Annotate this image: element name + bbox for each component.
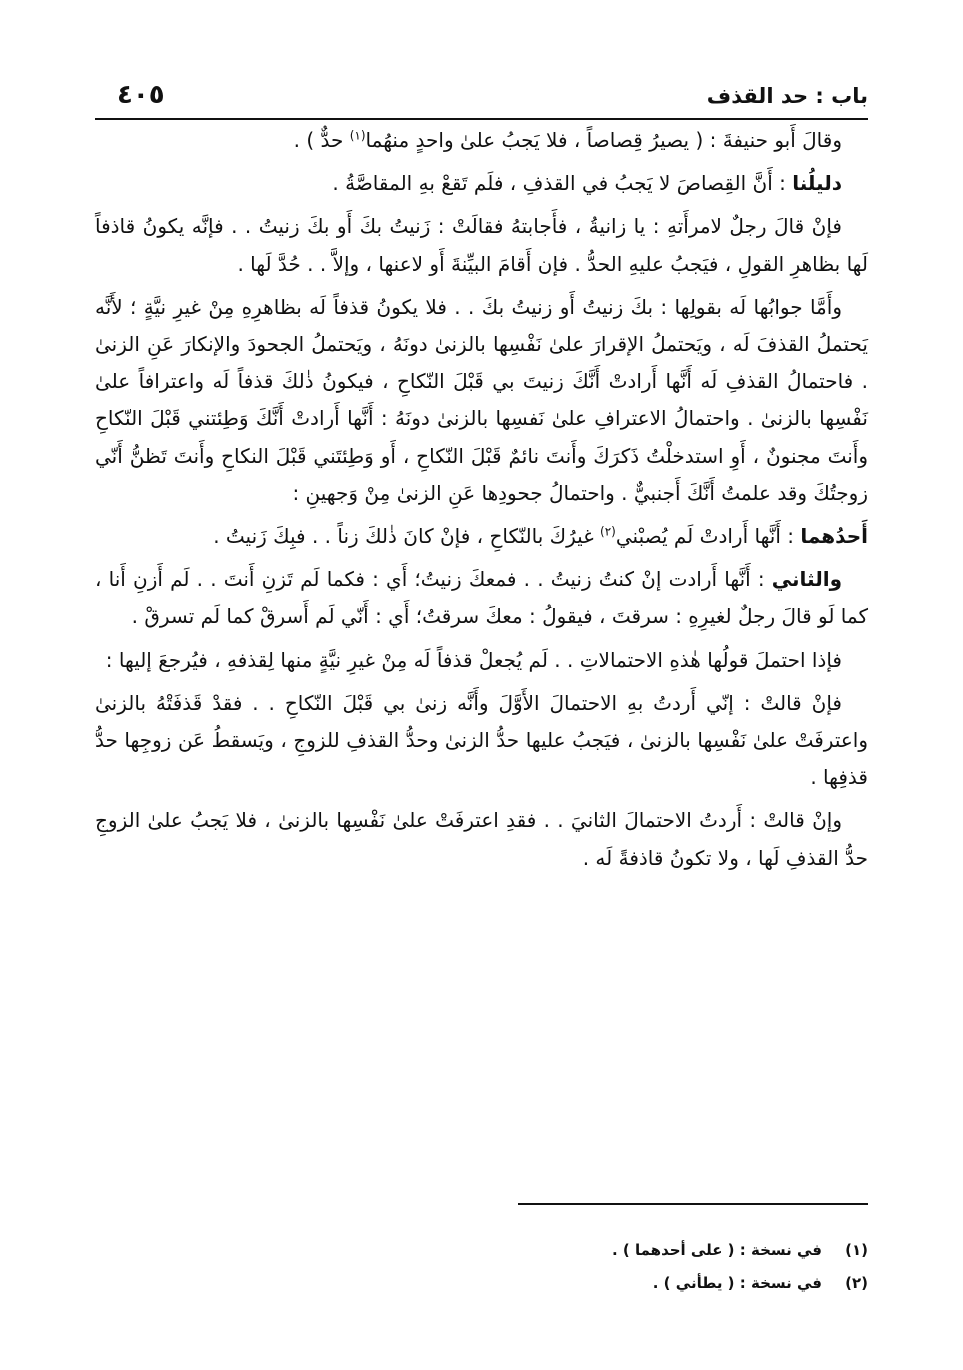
header-divider: [95, 118, 868, 120]
chapter-title: باب : حد القذف: [706, 84, 868, 108]
footnote-number: (٢): [845, 1274, 868, 1292]
lead-dalilna: دليلُنا: [792, 171, 842, 196]
page-number: ٤٠٥: [117, 80, 165, 110]
lead-ahaduhuma: أَحدُهما: [800, 524, 868, 549]
paragraph-3: فإنْ قالَ رجلٌ لامرأَتهِ : يا زانيةُ ، فأَجابتهُ فقالَتْ : زَنيتُ بكَ أَو بكَ زنيتُ . . فإنَّه يكونُ قاذفاً لَها بظاهرِ القولِ ، فيَجبُ عليهِ الحدُّ . فإن أَقامَ البيِّنةَ أَو لاعنها ، وإلاَّ . . حُدَّ لَها .: [95, 214, 868, 276]
paragraph-2: دليلُنا : أَنَّ القِصاصَ لا يَجبُ في القذفِ ، فلَم تَقعْ بهِ المقاصَّةُ .: [332, 171, 842, 196]
paragraph-9: وإنْ قالتْ : أَردتُ الاحتمالَ الثانيَ . . فقدِ اعترفَتْ علىٰ نَفْسِها بالزنىٰ ، فلا يَجبُ علىٰ الزوجِ حدُّ القذفِ لَها ، ولا تكونُ قاذفةً لَه .: [95, 808, 868, 870]
footnote-divider: [518, 1203, 868, 1205]
footnote-ref-2[interactable]: (٢): [600, 524, 616, 539]
paragraph-1: وقالَ أَبو حنيفةَ : ( يصيرُ قِصاصاً ، فلا يَجبُ علىٰ واحدٍ منهُما$^{(١)}$ حدٌّ ) .: [293, 128, 842, 152]
footnote-text: في نسخة : ( على أحدهما ) .: [611, 1241, 822, 1259]
paragraph-7: فإذا احتملَ قولُها هٰذهِ الاحتمالاتِ . . لَم يُجعلْ قذفاً لَه مِنْ غيرِ نيَّةٍ منها لِقذفهِ ، فيُرجعَ إليها :: [105, 647, 842, 672]
footnotes: [95, 1234, 868, 1300]
footnote-text: في نسخة : ( يطأني ) .: [652, 1274, 822, 1292]
main-text: [95, 122, 868, 883]
paragraph-4: وأَمَّا جوابُها لَه بقولِها : بكَ زنيتُ أَو زنيتُ بكَ . . فلا يكونُ قذفاً لَه بظاهرِهِ مِنْ غيرِ نيَّةٍ ؛ لأَنَّه يَحتملُ القذفَ لَه ، ويَحتملُ الإقرارَ علىٰ نَفْسِها بالزنىٰ دونَهُ ، ويَحتملُ الجحودَ والإنكارَ عَنِ الزنىٰ . فاحتمالُ القذفِ لَه أَنَّها أَرادتْ أَنَّكَ زنيتَ بي قَبْلَ النّكاحِ ، فيكونُ ذٰلكَ قذفاً لَه واعترافاً علىٰ نَفْسِها بالزنىٰ . واحتمالُ الاعترافِ علىٰ نَفسِها بالزنىٰ دونَهُ : أَنَّها أَرادتْ أَنَّكَ وَطِئتني قَبْلَ النّكاحِ وأَنتَ مجنونٌ ، أَوِ استدخلْتُ ذَكرَكَ وأَنتَ نائمٌ قَبْلَ النّكاحِ ، أَو وَطِئتَني قَبْلَ النكاحِ وأَنتَ تَظنُّ أَنّي زوجتُكَ وقد علمتُ أَنَّكَ أَجنبيٌّ . واحتمالُ جحودِها عَنِ الزنىٰ مِنْ وَجهينِ :: [95, 294, 868, 505]
page-header: [95, 78, 868, 112]
paragraph-6: والثاني : أَنَّها أَرادت إنْ كنتُ زنيتُ . . فمعكَ زنيتُ؛ أَي : فكما لَم تَزنِ أَنتَ . . لَم أَزنِ أَنا ، كما لَو قالَ رجلٌ لغيرِهِ : سرقتَ ، فيقولُ : معكَ سرقتُ؛ أَي : أَنّي لَم أَسرقْ كما لَم تسرقْ .: [95, 567, 868, 629]
footnote-2: [95, 1267, 868, 1300]
footnote-number: (١): [845, 1241, 868, 1259]
paragraph-5: أَحدُهما : أَنَّها أَرادتْ لَم يُصبْني$^{(٢)}$ غيرُكَ بالنّكاحِ ، فإنْ كانَ ذٰلكَ زناً . . فبِكَ زَنيتُ .: [213, 524, 868, 549]
lead-althani: والثاني: [771, 567, 842, 592]
paragraph-8: فإنْ قالتْ : إنّي أَردتُ بهِ الاحتمالَ الأَوَّلَ وأَنَّه زنىٰ بي قَبْلَ النّكاحِ . . فقدْ قَذفَتْهُ بالزنىٰ واعترفَتْ علىٰ نَفْسِها بالزنىٰ ، فيَجبُ عليها حدُّ الزنىٰ وحدُّ القذفِ للزوجِ ، ويَسقطُ عَن زوجِها حدُّ قذفِها .: [95, 690, 868, 790]
footnote-1: [95, 1234, 868, 1267]
footnote-ref-1[interactable]: (١): [349, 128, 366, 143]
